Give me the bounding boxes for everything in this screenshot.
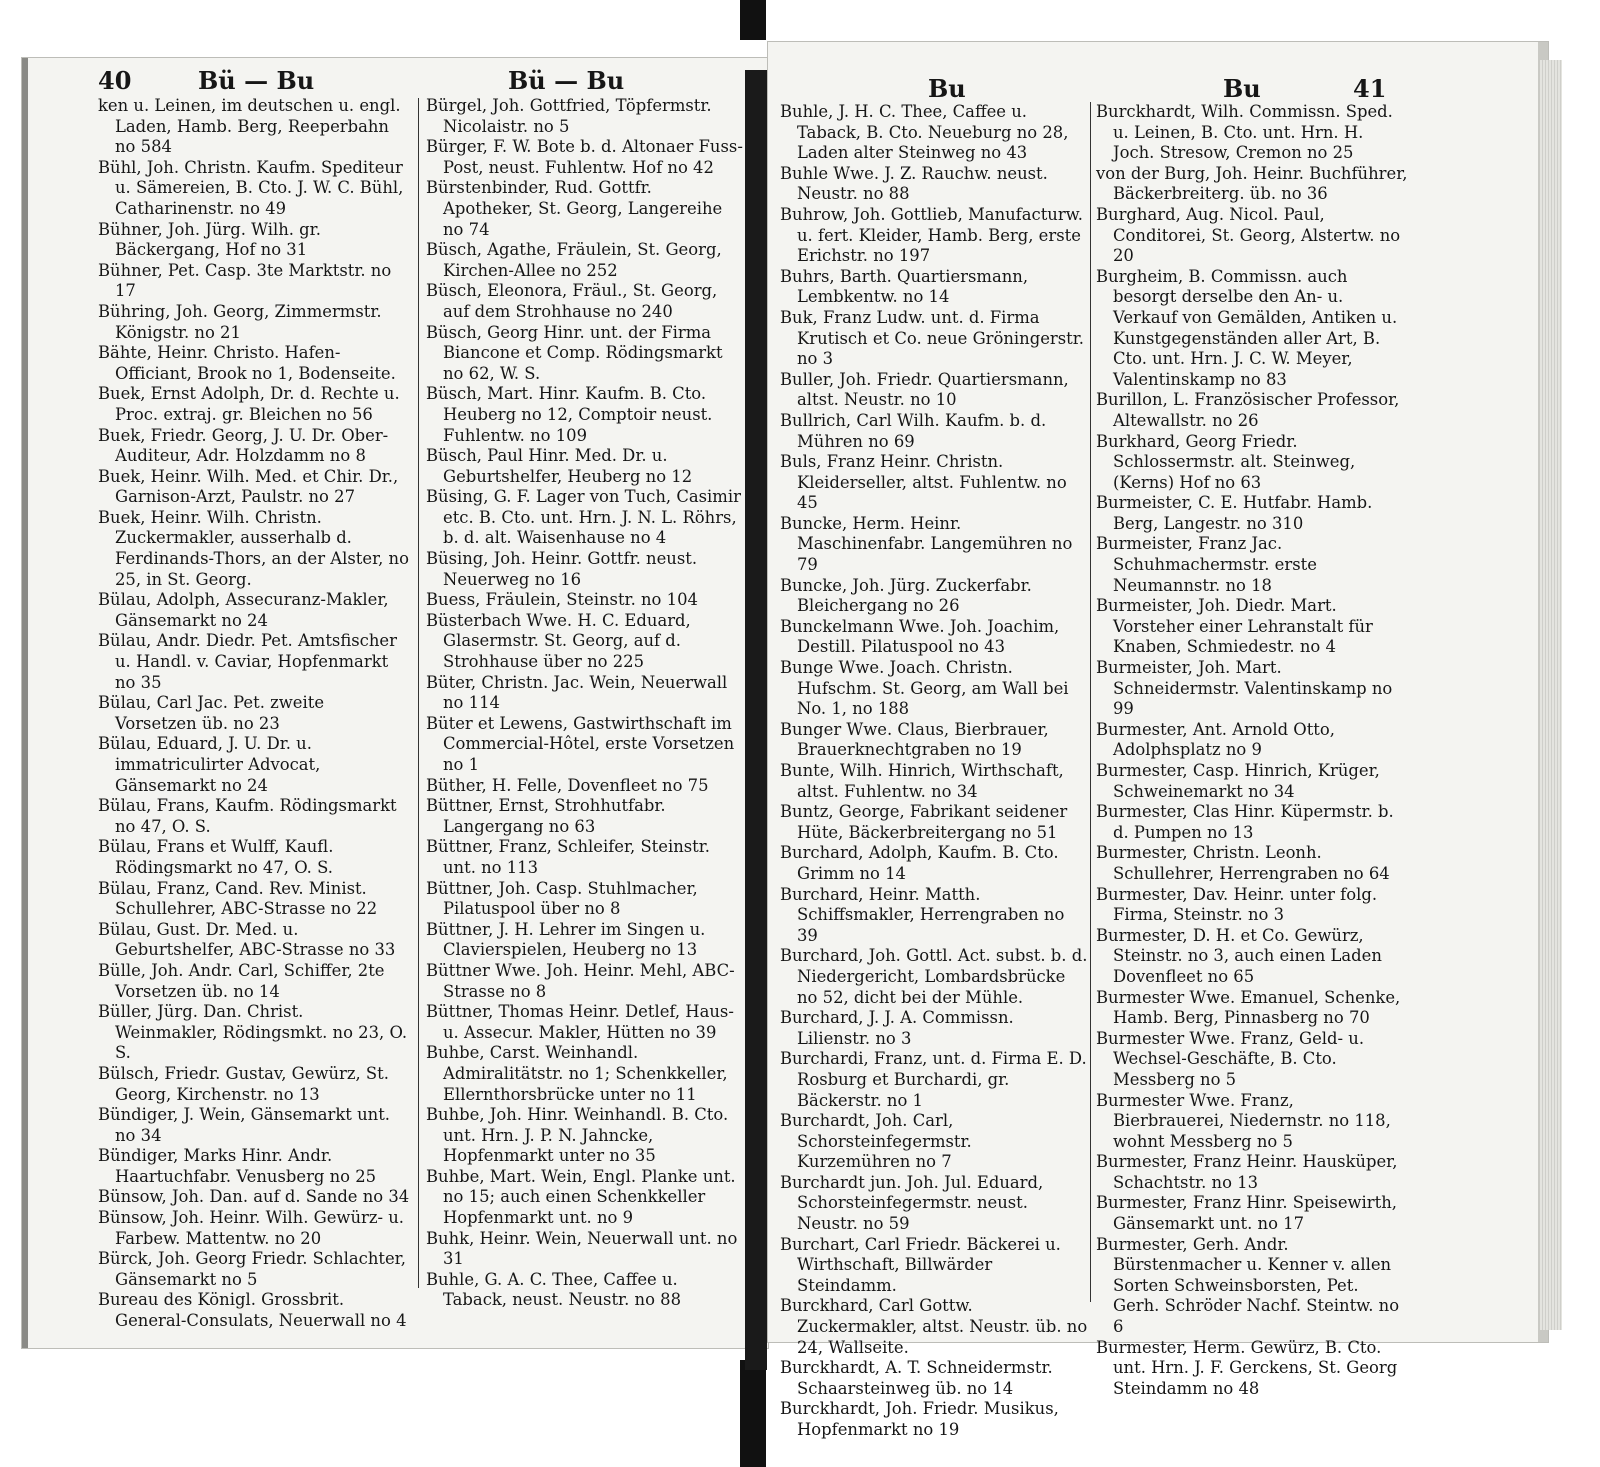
directory-entry: Bunger Wwe. Claus, Bierbrauer, Brauerknechtgraben no 19 — [780, 719, 1049, 760]
directory-entry: Büsterbach Wwe. H. C. Eduard, Glasermstr. St. Georg, auf d. Strohhause über no 225 — [426, 610, 691, 672]
left-page-header-left: Bü — Bu — [198, 66, 315, 95]
directory-entry: Burgheim, B. Commissn. auch besorgt derselbe den An- u. Verkauf von Gemälden, Antiken u. Kunstgegenständen aller Art, B. Cto. unt. Hrn. J. C. W. Meyer, Valentinskamp no 83 — [1096, 266, 1398, 389]
directory-entry: Bülau, Andr. Diedr. Pet. Amtsfischer u. Handl. v. Caviar, Hopfenmarkt no 35 — [98, 631, 397, 692]
directory-entry: Burckhardt, A. T. Schneidermstr. Schaarsteinweg üb. no 14 — [780, 1358, 1053, 1398]
directory-entry: Buhrow, Joh. Gottlieb, Manufacturw. u. fert. Kleider, Hamb. Berg, erste Erichstr. no 197 — [780, 204, 1083, 266]
right-page-header — [768, 50, 1538, 103]
directory-entry: Burkhard, Georg Friedr. Schlossermstr. alt. Steinweg, (Kerns) Hof no 63 — [1096, 431, 1356, 492]
directory-entry: Büsch, Eleonora, Fräul., St. Georg, auf dem Strohhause no 240 — [426, 281, 718, 321]
directory-entry: Buek, Heinr. Wilh. Med. et Chir. Dr., Garnison-Arzt, Paulstr. no 27 — [98, 466, 399, 507]
directory-entry: Burckhard, Carl Gottw. Zuckermakler, altst. Neustr. üb. no 24, Wallseite. — [780, 1296, 1088, 1357]
right-page-column-rule — [1090, 102, 1091, 1302]
directory-entry: Bündiger, J. Wein, Gänsemarkt unt. no 34 — [98, 1105, 391, 1145]
directory-entry: Burchardt, Joh. Carl, Schorsteinfegermstr. Kurzemühren no 7 — [780, 1111, 972, 1172]
directory-entry: von der Burg, Joh. Heinr. Buchführer, Bäckerbreiterg. üb. no 36 — [1096, 163, 1408, 204]
directory-entry: Büller, Jürg. Dan. Christ. Weinmakler, Rödingsmkt. no 23, O. S. — [98, 1002, 408, 1063]
directory-entry: Büsing, Joh. Heinr. Gottfr. neust. Neuerweg no 16 — [426, 549, 698, 589]
directory-entry: Burghard, Aug. Nicol. Paul, Conditorei, St. Georg, Alstertw. no 20 — [1096, 204, 1401, 266]
directory-entry: ken u. Leinen, im deutschen u. engl. Laden, Hamb. Berg, Reeperbahn no 584 — [98, 96, 401, 157]
directory-entry: Burmester, Christn. Leonh. Schullehrer, Herrengraben no 64 — [1096, 843, 1390, 883]
directory-entry: Bünsow, Joh. Dan. auf d. Sande no 34 — [98, 1187, 410, 1207]
directory-entry: Burmester, D. H. et Co. Gewürz, Steinstr. no 3, auch einen Laden Dovenfleet no 65 — [1096, 925, 1382, 986]
directory-entry: Büter, Christn. Jac. Wein, Neuerwall no 114 — [426, 672, 728, 713]
directory-entry: Burmester, Gerh. Andr. Bürstenmacher u. Kenner v. allen Sorten Schweinsborsten, Pet. Gerh. Schröder Nachf. Steintw. no 6 — [1096, 1234, 1400, 1337]
directory-entry: Burckhardt, Wilh. Commissn. Sped. u. Leinen, B. Cto. unt. Hrn. H. Joch. Stresow, Cremon no 25 — [1096, 102, 1393, 163]
directory-entry: Büttner Wwe. Joh. Heinr. Mehl, ABC-Strasse no 8 — [426, 960, 735, 1001]
directory-entry: Burmester, Casp. Hinrich, Krüger, Schweinemarkt no 34 — [1096, 761, 1380, 801]
directory-entry: Bunge Wwe. Joach. Christn. Hufschm. St. Georg, am Wall bei No. 1, no 188 — [780, 658, 1069, 719]
directory-entry: Bülau, Frans et Wulff, Kaufl. Rödingsmarkt no 47, O. S. — [98, 837, 334, 877]
directory-entry: Burmeister, Franz Jac. Schuhmachermstr. erste Neumannstr. no 18 — [1096, 534, 1317, 595]
right-page-column-1 — [780, 102, 1090, 1441]
directory-entry: Buek, Ernst Adolph, Dr. d. Rechte u. Proc. extraj. gr. Bleichen no 56 — [98, 384, 400, 424]
directory-entry: Burchard, J. J. A. Commissn. Lilienstr. no 3 — [780, 1008, 1014, 1048]
directory-entry: Bülau, Carl Jac. Pet. zweite Vorsetzen üb. no 23 — [98, 693, 325, 733]
directory-entry: Büsch, Paul Hinr. Med. Dr. u. Geburtshelfer, Heuberg no 12 — [426, 446, 693, 486]
directory-entry: Bülau, Adolph, Assecuranz-Makler, Gänsemarkt no 24 — [98, 590, 389, 630]
directory-entry: Büttner, Thomas Heinr. Detlef, Haus- u. Assecur. Makler, Hütten no 39 — [426, 1002, 734, 1042]
directory-entry: Bunte, Wilh. Hinrich, Wirthschaft, altst. Fuhlentw. no 34 — [780, 761, 1064, 801]
directory-entry: Burmester Wwe. Franz, Bierbrauerei, Niedernstr. no 118, wohnt Messberg no 5 — [1096, 1090, 1391, 1151]
directory-entry: Bülsch, Friedr. Gustav, Gewürz, St. Georg, Kirchenstr. no 13 — [98, 1063, 389, 1104]
directory-entry: Bühner, Pet. Casp. 3te Marktstr. no 17 — [98, 260, 392, 301]
right-page-header-right: Bu — [1223, 74, 1261, 103]
directory-entry: Büttner, J. H. Lehrer im Singen u. Clavierspielen, Heuberg no 13 — [426, 919, 706, 960]
directory-entry: Bülau, Franz, Cand. Rev. Minist. Schullehrer, ABC-Strasse no 22 — [98, 878, 378, 919]
directory-entry: Bunckelmann Wwe. Joh. Joachim, Destill. Pilatuspool no 43 — [780, 616, 1060, 657]
directory-entry: Bülau, Eduard, J. U. Dr. u. immatriculirter Advocat, Gänsemarkt no 24 — [98, 734, 321, 795]
directory-entry: Buhk, Heinr. Wein, Neuerwall unt. no 31 — [426, 1228, 738, 1269]
directory-entry: Büsing, G. F. Lager von Tuch, Casimir etc. B. Cto. unt. Hrn. J. N. L. Röhrs, b. d. alt. Waisenhause no 4 — [426, 487, 741, 548]
directory-entry: Büther, H. Felle, Dovenfleet no 75 — [426, 775, 709, 795]
directory-entry: Buhrs, Barth. Quartiersmann, Lembkentw. no 14 — [780, 266, 1029, 307]
directory-entry: Buk, Franz Ludw. unt. d. Firma Krutisch et Co. neue Gröningerstr. no 3 — [780, 307, 1085, 369]
left-page-header-center: Bü — Bu — [508, 66, 625, 95]
directory-entry: Buhbe, Joh. Hinr. Weinhandl. B. Cto. unt. Hrn. J. P. N. Jahncke, Hopfenmarkt unter no 35 — [426, 1105, 729, 1166]
directory-entry: Buhle, J. H. C. Thee, Caffee u. Taback, B. Cto. Neueburg no 28, Laden alter Steinweg no 43 — [780, 102, 1069, 163]
directory-entry: Burckhardt, Joh. Friedr. Musikus, Hopfenmarkt no 19 — [780, 1399, 1059, 1439]
directory-entry: Bündiger, Marks Hinr. Andr. Haartuchfabr. Venusberg no 25 — [98, 1146, 377, 1186]
directory-entry: Büttner, Joh. Casp. Stuhlmacher, Pilatuspool über no 8 — [426, 878, 698, 919]
directory-entry: Burchardt jun. Joh. Jul. Eduard, Schorsteinfegermstr. neust. Neustr. no 59 — [780, 1172, 1044, 1234]
directory-entry: Buek, Heinr. Wilh. Christn. Zuckermakler, ausserhalb d. Ferdinands-Thors, an der Alster, no 25, in St. Georg. — [98, 507, 409, 589]
directory-entry: Büsch, Georg Hinr. unt. der Firma Biancone et Comp. Rödingsmarkt no 62, W. S. — [426, 322, 723, 383]
left-page-column-2 — [426, 96, 744, 1311]
directory-entry: Bühner, Joh. Jürg. Wilh. gr. Bäckergang, Hof no 31 — [98, 219, 321, 260]
directory-entry: Bülle, Joh. Andr. Carl, Schiffer, 2te Vorsetzen üb. no 14 — [98, 960, 385, 1001]
directory-entry: Buncke, Herm. Heinr. Maschinenfabr. Langemühren no 79 — [780, 513, 1073, 575]
directory-entry: Burmester, Franz Heinr. Hausküper, Schachtstr. no 13 — [1096, 1152, 1398, 1192]
directory-entry: Burmeister, Joh. Mart. Schneidermstr. Valentinskamp no 99 — [1096, 658, 1393, 719]
directory-entry: Buek, Friedr. Georg, J. U. Dr. Ober-Auditeur, Adr. Holzdamm no 8 — [98, 425, 389, 466]
directory-entry: Bürck, Joh. Georg Friedr. Schlachter, Gänsemarkt no 5 — [98, 1249, 406, 1289]
directory-entry: Burmester Wwe. Franz, Geld- u. Wechsel-Geschäfte, B. Cto. Messberg no 5 — [1096, 1028, 1365, 1089]
left-page-number: 40 — [98, 66, 132, 95]
directory-entry: Bühring, Joh. Georg, Zimmermstr. Königstr. no 21 — [98, 301, 382, 342]
directory-entry: Burillon, L. Französischer Professor, Altewallstr. no 26 — [1096, 390, 1400, 430]
directory-entry: Burmester, Franz Hinr. Speisewirth, Gänsemarkt unt. no 17 — [1096, 1193, 1397, 1234]
directory-entry: Buhbe, Carst. Weinhandl. Admiralitätstr. no 1; Schenkkeller, Ellernthorsbrücke unter no 11 — [426, 1043, 728, 1104]
directory-entry: Büsch, Agathe, Fräulein, St. Georg, Kirchen-Allee no 252 — [426, 240, 722, 280]
directory-entry: Burmester, Herm. Gewürz, B. Cto. unt. Hrn. J. F. Gerckens, St. Georg Steindamm no 48 — [1096, 1337, 1398, 1398]
directory-entry: Burchart, Carl Friedr. Bäckerei u. Wirthschaft, Billwärder Steindamm. — [780, 1234, 1061, 1295]
directory-entry: Buhle, G. A. C. Thee, Caffee u. Taback, neust. Neustr. no 88 — [426, 1269, 681, 1310]
directory-entry: Bünsow, Joh. Heinr. Wilh. Gewürz- u. Farbew. Mattentw. no 20 — [98, 1208, 404, 1248]
directory-entry: Burmester, Ant. Arnold Otto, Adolphsplatz no 9 — [1096, 719, 1335, 760]
directory-entry: Buhbe, Mart. Wein, Engl. Planke unt. no 15; auch einen Schenkkeller Hopfenmarkt unt. no 9 — [426, 1166, 736, 1228]
directory-entry: Bülau, Frans, Kaufm. Rödingsmarkt no 47, O. S. — [98, 796, 397, 836]
directory-entry: Burmester, Clas Hinr. Küpermstr. b. d. Pumpen no 13 — [1096, 802, 1394, 842]
right-page-number: 41 — [1353, 74, 1387, 103]
directory-entry: Buhle Wwe. J. Z. Rauchw. neust. Neustr. no 88 — [780, 163, 1048, 204]
directory-entry: Bürgel, Joh. Gottfried, Töpfermstr. Nicolaistr. no 5 — [426, 96, 712, 136]
book-spine — [745, 70, 767, 1370]
directory-entry: Bureau des Königl. Grossbrit. General-Consulats, Neuerwall no 4 — [98, 1290, 407, 1331]
directory-entry: Burchard, Adolph, Kaufm. B. Cto. Grimm no 14 — [780, 843, 1059, 883]
page-edges — [1540, 60, 1562, 1330]
left-page — [22, 58, 768, 1348]
directory-entry: Bähte, Heinr. Christo. Hafen-Officiant, Brook no 1, Bodenseite. — [98, 343, 396, 383]
directory-entry: Burmeister, C. E. Hutfabr. Hamb. Berg, Langestr. no 310 — [1096, 493, 1373, 533]
spine-top — [740, 0, 766, 40]
directory-entry: Büsch, Mart. Hinr. Kaufm. B. Cto. Heuberg no 12, Comptoir neust. Fuhlentw. no 109 — [426, 384, 713, 445]
directory-entry: Bülau, Gust. Dr. Med. u. Geburtshelfer, ABC-Strasse no 33 — [98, 919, 396, 960]
spine-bottom — [740, 1360, 766, 1467]
directory-entry: Burmester Wwe. Emanuel, Schenke, Hamb. Berg, Pinnasberg no 70 — [1096, 987, 1401, 1028]
right-page-column-2 — [1096, 102, 1408, 1399]
right-page-header-left: Bu — [928, 74, 966, 103]
directory-entry: Burmeister, Joh. Diedr. Mart. Vorsteher einer Lehranstalt für Knaben, Schmiedestr. no 4 — [1096, 596, 1373, 657]
directory-entry: Burchard, Heinr. Matth. Schiffsmakler, Herrengraben no 39 — [780, 884, 1065, 945]
directory-entry: Bürstenbinder, Rud. Gottfr. Apotheker, St. Georg, Langereihe no 74 — [426, 178, 723, 239]
directory-entry: Burmester, Dav. Heinr. unter folg. Firma, Steinstr. no 3 — [1096, 884, 1378, 925]
directory-entry: Buls, Franz Heinr. Christn. Kleiderseller, altst. Fuhlentw. no 45 — [780, 452, 1067, 513]
directory-entry: Burchard, Joh. Gottl. Act. subst. b. d. Niedergericht, Lombardsbrücke no 52, dicht bei der Mühle. — [780, 946, 1088, 1007]
directory-entry: Büttner, Franz, Schleifer, Steinstr. unt. no 113 — [426, 837, 710, 877]
directory-entry: Bürger, F. W. Bote b. d. Altonaer Fuss-Post, neust. Fuhlentw. Hof no 42 — [426, 137, 743, 177]
directory-entry: Büttner, Ernst, Strohhutfabr. Langergang no 63 — [426, 796, 666, 836]
right-page — [768, 42, 1548, 1439]
directory-entry: Buller, Joh. Friedr. Quartiersmann, altst. Neustr. no 10 — [780, 369, 1069, 410]
directory-entry: Burchardi, Franz, unt. d. Firma E. D. Rosburg et Burchardi, gr. Bäckerstr. no 1 — [780, 1049, 1087, 1110]
directory-entry: Buess, Fräulein, Steinstr. no 104 — [426, 590, 698, 610]
left-page-column-1 — [98, 96, 410, 1332]
left-page-column-rule — [418, 98, 419, 1288]
directory-entry: Bühl, Joh. Christn. Kaufm. Spediteur u. Sämereien, B. Cto. J. W. C. Bühl, Catharinenstr. no 49 — [98, 157, 404, 218]
directory-entry: Bullrich, Carl Wilh. Kaufm. b. d. Mühren no 69 — [780, 410, 1047, 451]
directory-entry: Büter et Lewens, Gastwirthschaft im Commercial-Hôtel, erste Vorsetzen no 1 — [426, 713, 735, 774]
directory-entry: Buncke, Joh. Jürg. Zuckerfabr. Bleichergang no 26 — [780, 575, 1032, 616]
directory-entry: Buntz, George, Fabrikant seidener Hüte, Bäckerbreitergang no 51 — [780, 802, 1068, 842]
